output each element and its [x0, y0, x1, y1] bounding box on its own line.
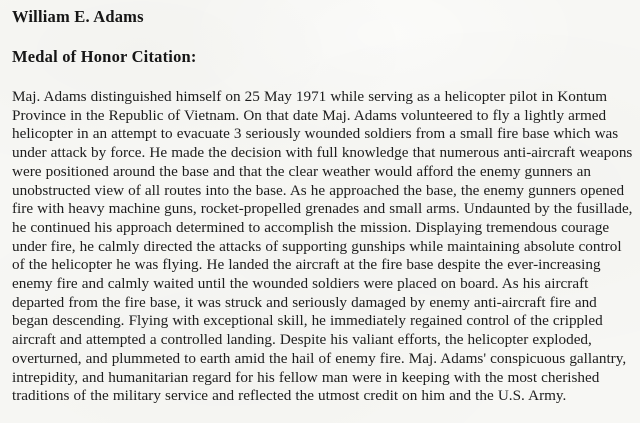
citation-heading: Medal of Honor Citation: [12, 47, 197, 66]
citation-paragraph: Maj. Adams distinguished himself on 25 May 1971 while serving as a helicopter pilot in Kontum Province in the Republic of Vietnam. On that date Maj. Adams volunteered to fly a lightly armed helicopter in an attempt to evacuate 3 seriously wounded soldiers from a small fire base which was under attack by force. He made the decision with full knowledge that numerous anti-aircraft weapons were positioned around the base and that the clear weather would afford the enemy gunners an unobstructed view of all routes into the base. As he approached the base, the enemy gunners opened fire with heavy machine guns, rocket-propelled grenades and small arms. Undaunted by the fusillade, he continued his approach determined to accomplish the mission. Displaying tremendous courage under fire, he calmly directed the attacks of supporting gunships while maintaining absolute control of the helicopter he was flying. He landed the aircraft at the fire base despite the ever-increasing enemy fire and calmly waited until the wounded soldiers were placed on board. As his aircraft departed from the fire base, it was struck and seriously damaged by enemy anti-aircraft fire and began descending. Flying with exceptional skill, he immediately regained control of the crippled aircraft and attempted a controlled landing. Despite his valiant efforts, the helicopter exploded, overturned, and plummeted to earth amid the hail of enemy fire. Maj. Adams' conspicuous gallantry, intrepidity, and humanitarian regard for his fellow man were in keeping with the most cherished traditions of the military service and reflected the utmost credit on him and the U.S. Army. [12, 88, 633, 405]
document-title: William E. Adams [12, 7, 144, 26]
